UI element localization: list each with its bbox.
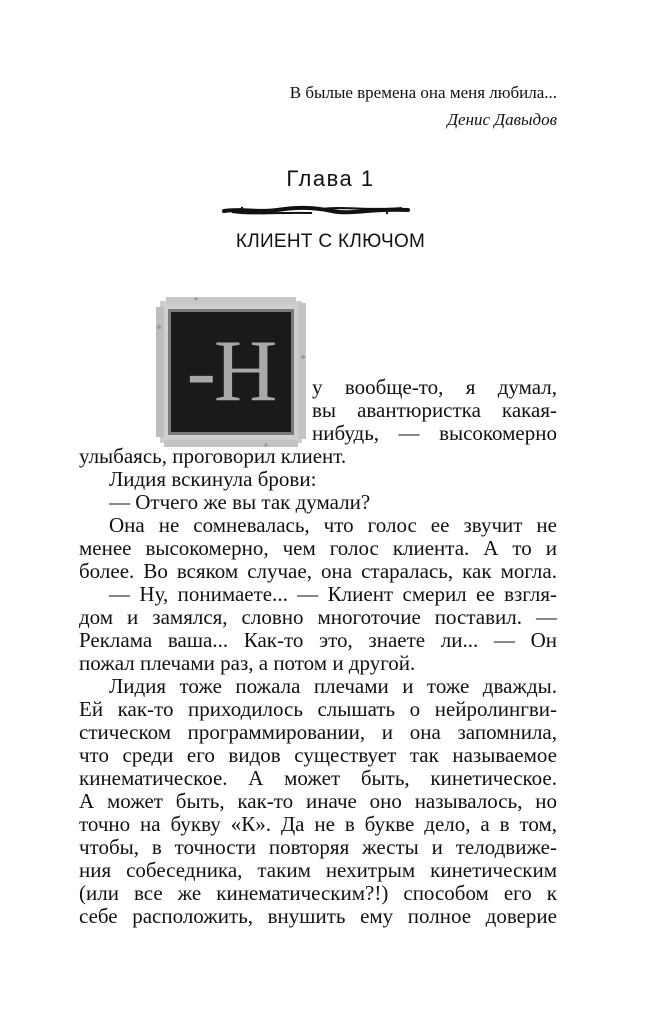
text-line: Лидия тоже пожала плечами и тоже дважды. (109, 674, 557, 698)
text-line: чтобы, в точности повторяя жесты и телодвиже- (79, 835, 557, 859)
text-line: Реклама ваша... Как-то это, знаете ли... — Он (79, 628, 557, 652)
text-line: вы авантюристка какая- (312, 398, 557, 422)
chapter-number: Глава 1 (286, 166, 375, 191)
epigraph (290, 82, 557, 131)
chapter-ornament-divider-icon (222, 202, 410, 218)
first-lines (312, 376, 557, 445)
text-line: (или все же кинематическим?!) способом его к (79, 881, 557, 905)
text-line: кинематическое. А может быть, кинетическое. (79, 766, 557, 790)
text-line: у вообще-то, я думал, (312, 375, 557, 399)
chapter-title: КЛИЕНТ С КЛЮЧОМ (235, 231, 426, 252)
epigraph-author: Денис Давыдов (447, 110, 557, 129)
text-line: что среди его видов существует так называемое (79, 743, 557, 767)
text-line: менее высокомерно, чем голос клиента. А то и (79, 536, 557, 560)
text-line: пожал плечами раз, а потом и другой. (79, 651, 416, 675)
text-line: Она не сомневалась, что голос ее звучит не (109, 513, 557, 537)
text-line: нибудь, — высокомерно (312, 421, 557, 445)
text-line: ния собеседника, таким нехитрым кинетическим (79, 858, 557, 882)
text-line: себе расположить, внушить ему полное доверие (79, 904, 557, 928)
text-line: улыбаясь, проговорил клиент. (79, 444, 347, 468)
dropcap (156, 297, 306, 447)
text-line: стическом программировании, и она запомнила, (79, 720, 557, 744)
dropcap-letter: -Н (186, 323, 276, 420)
text-line: Ей как-то приходилось слышать о нейролингви- (79, 697, 557, 721)
text-line: дом и замялся, словно многоточие поставил. — (79, 605, 557, 629)
text-line: Лидия вскинула брови: (109, 467, 317, 491)
text-line: — Отчего же вы так думали? (109, 490, 371, 514)
body-text (79, 445, 557, 928)
text-line: А может быть, как-то иначе оно называлось, но (79, 789, 557, 813)
text-line: — Ну, понимаете... — Клиент смерил ее взгля- (109, 582, 557, 606)
text-line: точно на букву «К». Да не в букве дело, а в том, (79, 812, 557, 836)
epigraph-text: В былые времена она меня любила... (289, 83, 557, 102)
text-line: более. Во всяком случае, она старалась, как могла. (79, 559, 557, 583)
